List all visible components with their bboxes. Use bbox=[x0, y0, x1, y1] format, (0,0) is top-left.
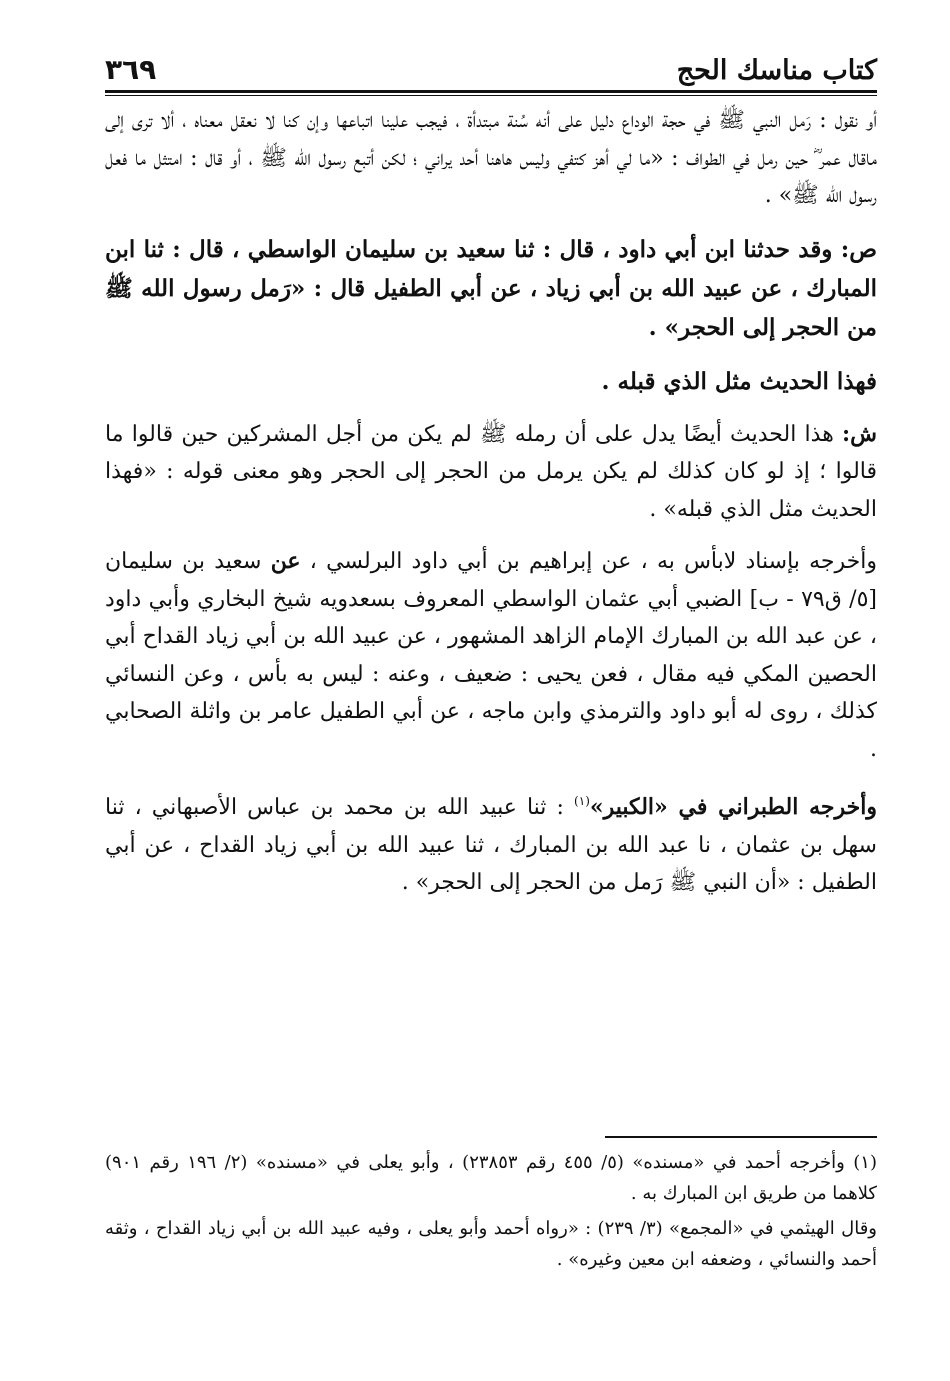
paragraph-6-bold: وأخرجه الطبراني في «الكبير» bbox=[589, 794, 878, 820]
book-title: كتاب مناسك الحج bbox=[676, 55, 877, 86]
main-text bbox=[105, 102, 877, 917]
header-rule bbox=[105, 90, 877, 93]
paragraph-5-part-c: سعيد بن سليمان [٥/ ق٧٩ - ب] الضبي أبي عثمان الواسطي المعروف بسعدويه شيخ البخاري وأبي داود ، عن عبد الله بن المبارك الإمام الزاهد المشهور ، عن عبيد الله بن أبي زياد القداح أبي الحصين المكي فيه مقال ، فعن يحيى : ضعيف ، وعنه : ليس به بأس ، وعن النسائي كذلك ، روى له أبو داود والترمذي وابن ماجه ، عن أبي الطفيل عامر بن واثلة الصحابي . bbox=[105, 549, 877, 762]
paragraph-3: فهذا الحديث مثل الذي قبله . bbox=[601, 367, 877, 395]
paragraph-2-hadith: ص: وقد حدثنا ابن أبي داود ، قال : ثنا سعيد بن سليمان الواسطي ، قال : ثنا ابن المبارك ، عن عبيد الله بن أبي زياد ، عن أبي الطفيل قال : «رَمل رسول الله ﷺ من الحجر إلى الحجر» . bbox=[105, 235, 877, 341]
footnotes bbox=[105, 1147, 877, 1279]
header-rule-thin bbox=[105, 95, 877, 96]
paragraph-4-commentary bbox=[105, 416, 877, 529]
commentary-label: ش: bbox=[842, 420, 877, 447]
paragraph-5 bbox=[105, 543, 877, 768]
paragraph-6-rest: : ثنا عبيد الله بن محمد بن عباس الأصبهاني ، ثنا سهل بن عثمان ، نا عبد الله بن المبارك ، ثنا عبيد الله بن أبي زياد القداح ، عن أبي الطفيل : «أن النبي ﷺ رَمل من الحجر إلى الحجر» . bbox=[105, 795, 877, 895]
footnote-1-continuation: وقال الهيثمي في «المجمع» (٣/ ٢٣٩) : «رواه أحمد وأبو يعلى ، وفيه عبيد الله بن أبي زياد القداح ، وثقه أحمد والنسائي ، وضعفه ابن معين وغيره» . bbox=[105, 1218, 877, 1270]
footnote-1: (١) وأخرجه أحمد في «مسنده» (٥/ ٤٥٥ رقم ٢٣٨٥٣) ، وأبو يعلى في «مسنده» (٢/ ١٩٦ رقم ٩٠١) كلاهما من طريق ابن المبارك به . bbox=[105, 1152, 877, 1204]
paragraph-5-part-a: وأخرجه بإسناد لابأس به ، عن إبراهيم بن أبي داود البرلسي ، bbox=[300, 549, 877, 574]
page-number: ٣٦٩ bbox=[105, 53, 157, 86]
footnote-ref-1[interactable]: (١) bbox=[574, 794, 590, 808]
page-header bbox=[105, 38, 877, 86]
paragraph-5-bold-an: عن bbox=[270, 548, 301, 574]
footnote-separator bbox=[605, 1136, 877, 1138]
paragraph-6 bbox=[105, 783, 877, 902]
paragraph-4-text: هذا الحديث أيضًا يدل على أن رمله ﷺ لم يكن من أجل المشركين حين قالوا ما قالوا ؛ إذ لو كان كذلك لم يكن يرمل من الحجر إلى الحجر وهو معنى قوله : «فهذا الحديث مثل الذي قبله» . bbox=[105, 421, 877, 522]
paragraph-1: أو نقول : رَمل النبي ﷺ في حجة الوداع دليل على أنه سُنة مبتدأة ، فيجب علينا اتباعها وإن كنا لا نعقل معناه ، ألا ترى إلى ماقال عمر ؓ حين رمل في الطواف : «ما لي أهز كتفي وليس هاهنا أحد يراني ؛ لكن أتبع رسول الله ﷺ ، أو قال : امتثل ما فعل رسول الله ﷺ» . bbox=[105, 108, 877, 208]
